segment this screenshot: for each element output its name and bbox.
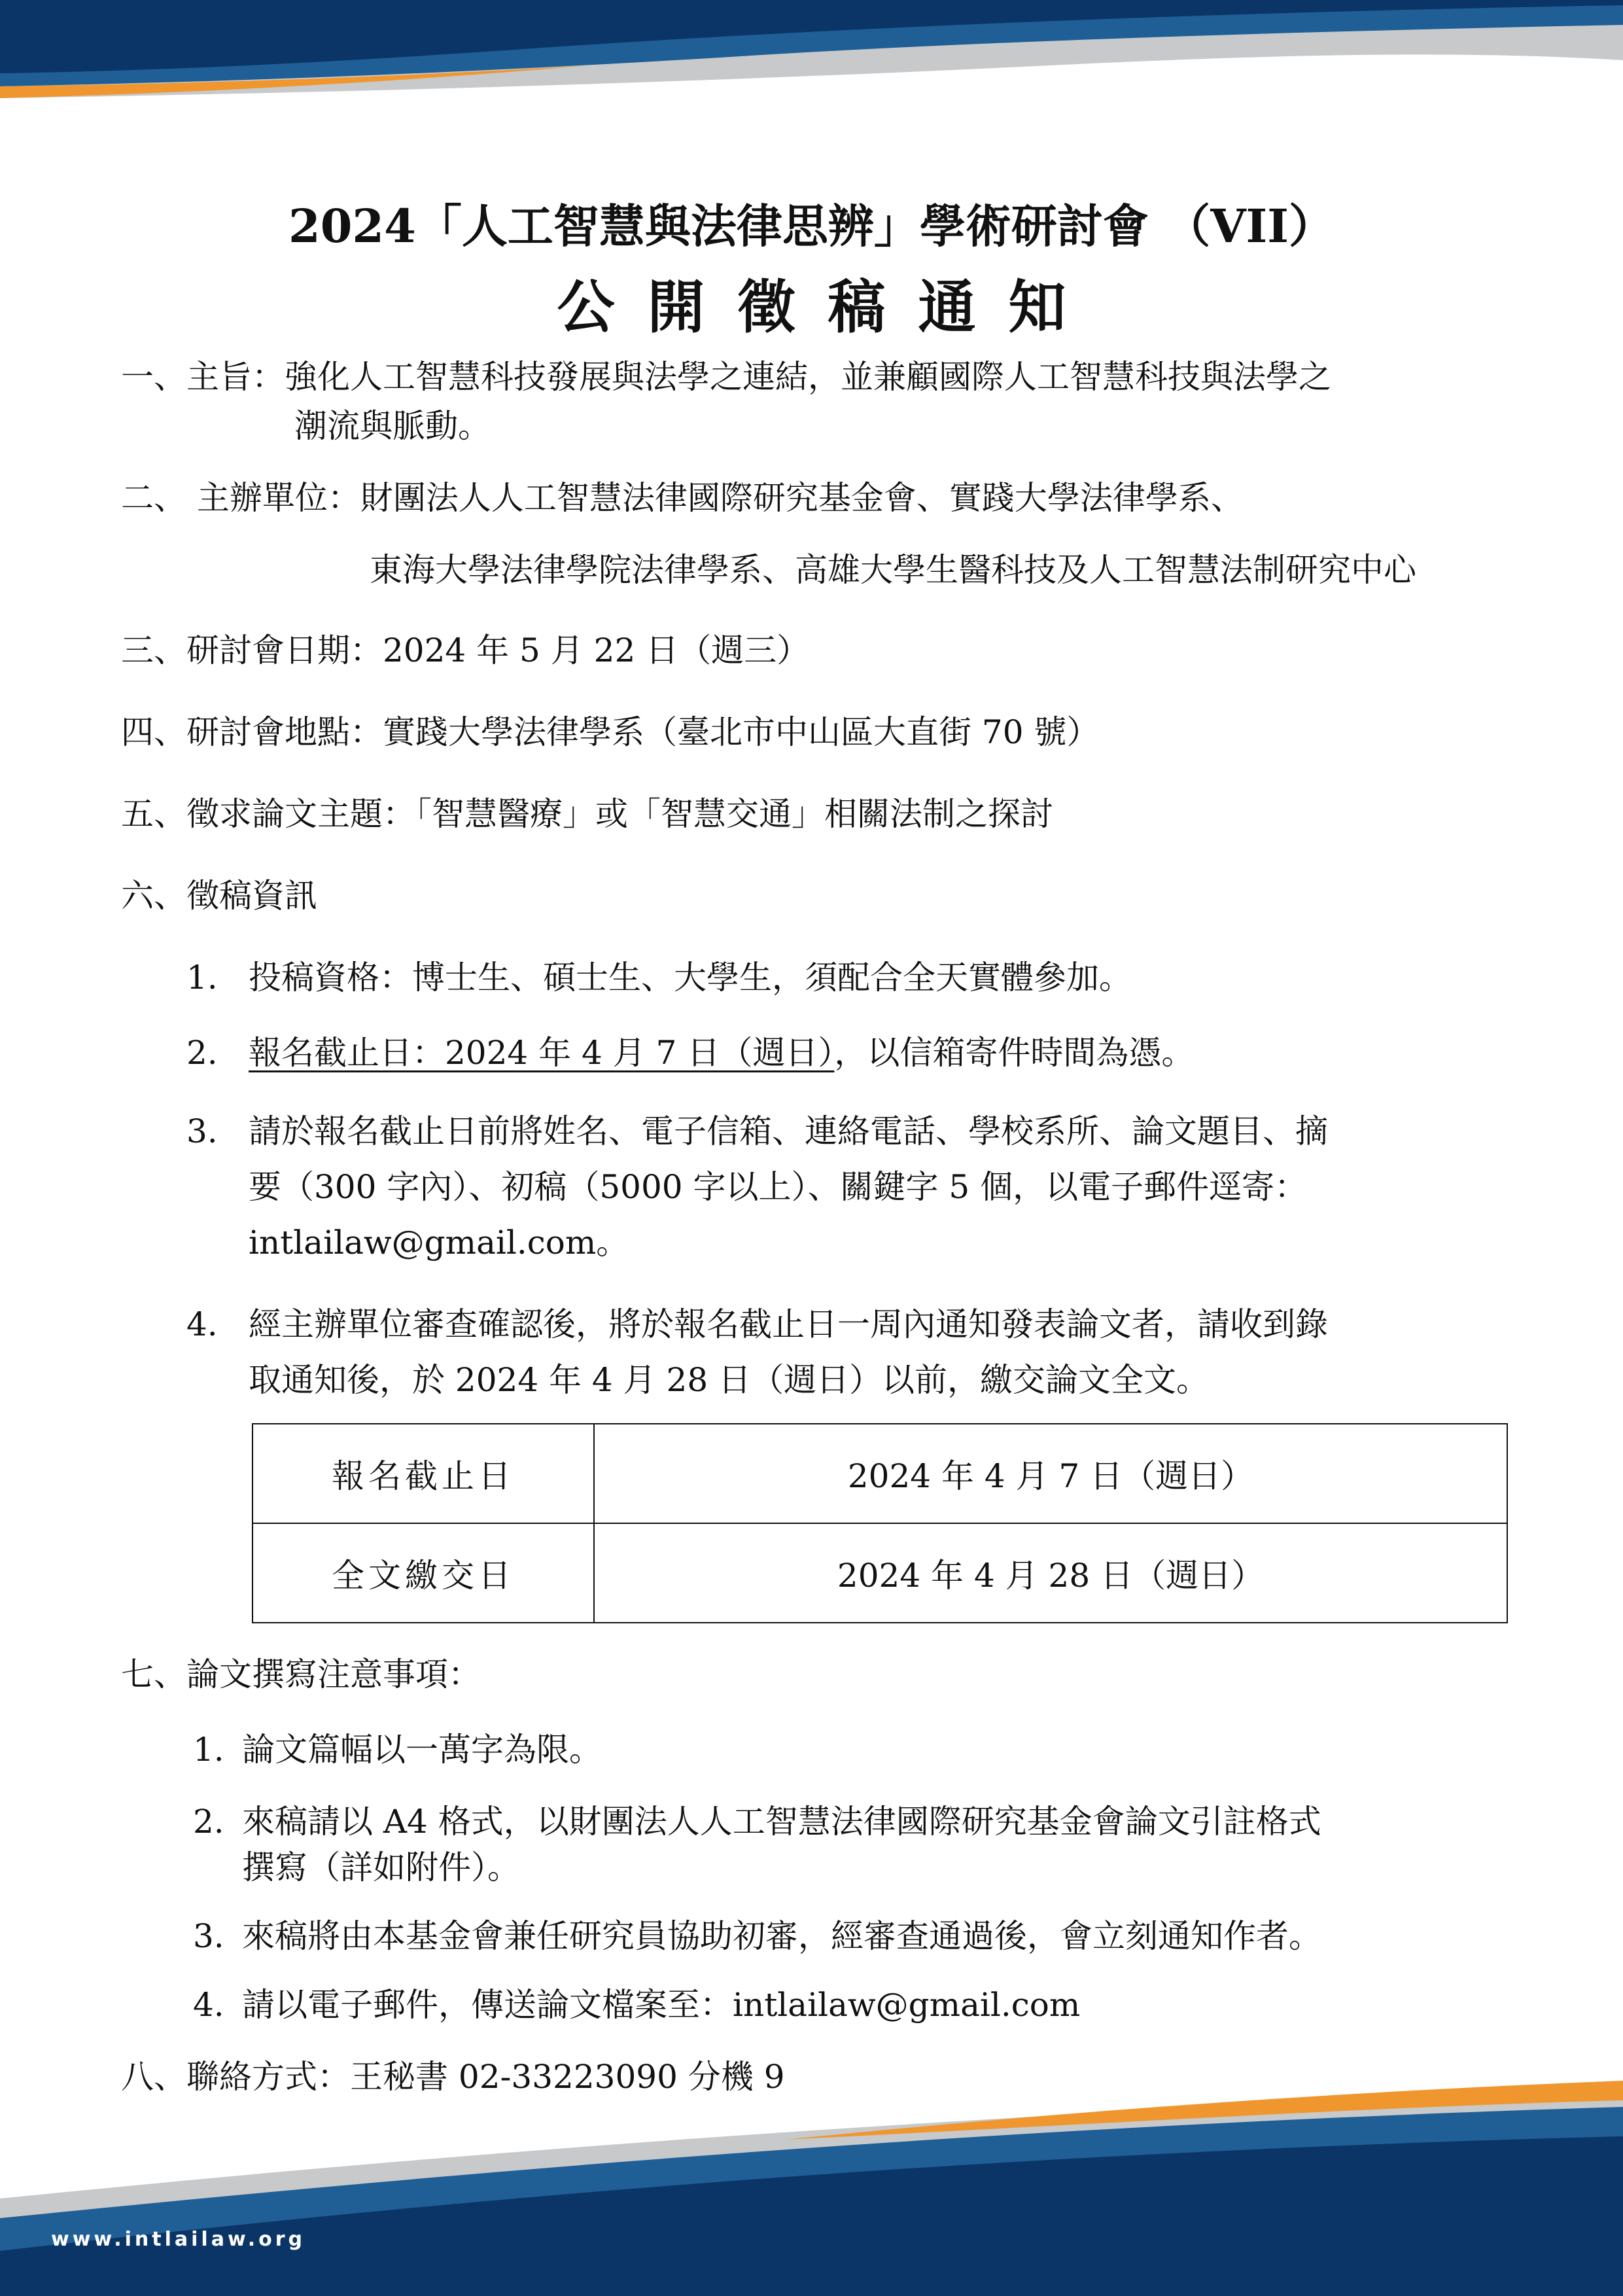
item-number: 4.: [193, 1986, 224, 2024]
table-label-cell: 全文繳交日: [253, 1523, 594, 1623]
table-value-cell: 2024 年 4 月 7 日（週日）: [594, 1424, 1507, 1523]
item-number: 2.: [186, 1034, 218, 1072]
website-url: www.intlailaw.org: [51, 2228, 306, 2251]
section-purpose-cont: 潮流與脈動。: [294, 407, 491, 445]
table-row: [253, 1523, 1507, 1623]
dates-table: [252, 1423, 1508, 1623]
section-venue: 四、研討會地點：實踐大學法律學系（臺北市中山區大直街 70 號）: [121, 713, 1100, 751]
item-number: 1.: [186, 959, 218, 997]
deadline-underlined: 報名截止日：2024 年 4 月 7 日（週日）: [249, 1034, 835, 1072]
note-item: [193, 1978, 1080, 2032]
item-text: 經主辦單位審查確認後，將於報名截止日一周內通知發表論文者，請收到錄: [249, 1305, 1328, 1343]
table-value-cell: 2024 年 4 月 28 日（週日）: [594, 1523, 1507, 1623]
item-text: ，以信箱寄件時間為憑。: [834, 1034, 1195, 1072]
item-text: 請以電子郵件，傳送論文檔案至：intlailaw@gmail.com: [242, 1986, 1081, 2024]
item-text: 論文篇幅以一萬字為限。: [242, 1731, 602, 1769]
item-text: 投稿資格：博士生、碩士生、大學生，須配合全天實體參加。: [249, 959, 1132, 997]
section-writing-notes: 七、論文撰寫注意事項：: [121, 1655, 481, 1693]
item-number: 2.: [193, 1803, 224, 1841]
call-item-cont: 要（300 字內）、初稿（5000 字以上）、關鍵字 5 個，以電子郵件逕寄：: [249, 1168, 1308, 1206]
page-subtitle: 公開徵稿通知: [557, 273, 1099, 341]
table-label-cell: 報名截止日: [253, 1424, 594, 1523]
item-number: 3.: [186, 1112, 218, 1150]
item-number: 1.: [193, 1731, 224, 1769]
top-decorative-banner: [0, 0, 1623, 98]
table-row: [253, 1424, 1507, 1523]
section-organizers: 二、 主辦單位：財團法人人工智慧法律國際研究基金會、實踐大學法律學系、: [121, 479, 1244, 517]
note-item: [193, 1723, 602, 1776]
section-call-info: 六、徵稿資訊: [121, 877, 317, 915]
bottom-decorative-banner: [0, 2061, 1623, 2296]
section-organizers-cont: 東海大學法律學院法律學系、高雄大學生醫科技及人工智慧法制研究中心: [370, 551, 1416, 589]
note-item-cont: 撰寫（詳如附件）。: [242, 1848, 520, 1886]
item-text: 請於報名截止日前將姓名、電子信箱、連絡電話、學校系所、論文題目、摘: [249, 1112, 1328, 1150]
call-item: [186, 1104, 1328, 1158]
section-purpose: 一、主旨：強化人工智慧科技發展與法學之連結，並兼顧國際人工智慧科技與法學之: [121, 358, 1331, 396]
note-item: [193, 1909, 1321, 1963]
call-item: [186, 1298, 1328, 1351]
page-title: 2024「人工智慧與法律思辨」學術研討會 （VII）: [288, 199, 1335, 253]
call-item: [186, 1026, 1194, 1080]
section-theme: 五、徵求論文主題：「智慧醫療」或「智慧交通」相關法制之探討: [121, 795, 1053, 833]
call-item-cont: 取通知後，於 2024 年 4 月 28 日（週日）以前，繳交論文全文。: [249, 1361, 1210, 1399]
section-date: 三、研討會日期：2024 年 5 月 22 日（週三）: [121, 631, 810, 669]
section-contact: 八、聯絡方式：王秘書 02-33223090 分機 9: [121, 2058, 785, 2096]
item-text: 來稿將由本基金會兼任研究員協助初審，經審查通過後，會立刻通知作者。: [242, 1917, 1321, 1955]
call-item-email: intlailaw@gmail.com。: [249, 1224, 629, 1262]
item-number: 3.: [193, 1917, 224, 1955]
call-item: [186, 951, 1132, 1004]
item-text: 來稿請以 A4 格式，以財團法人人工智慧法律國際研究基金會論文引註格式: [242, 1803, 1321, 1841]
item-number: 4.: [186, 1305, 218, 1343]
